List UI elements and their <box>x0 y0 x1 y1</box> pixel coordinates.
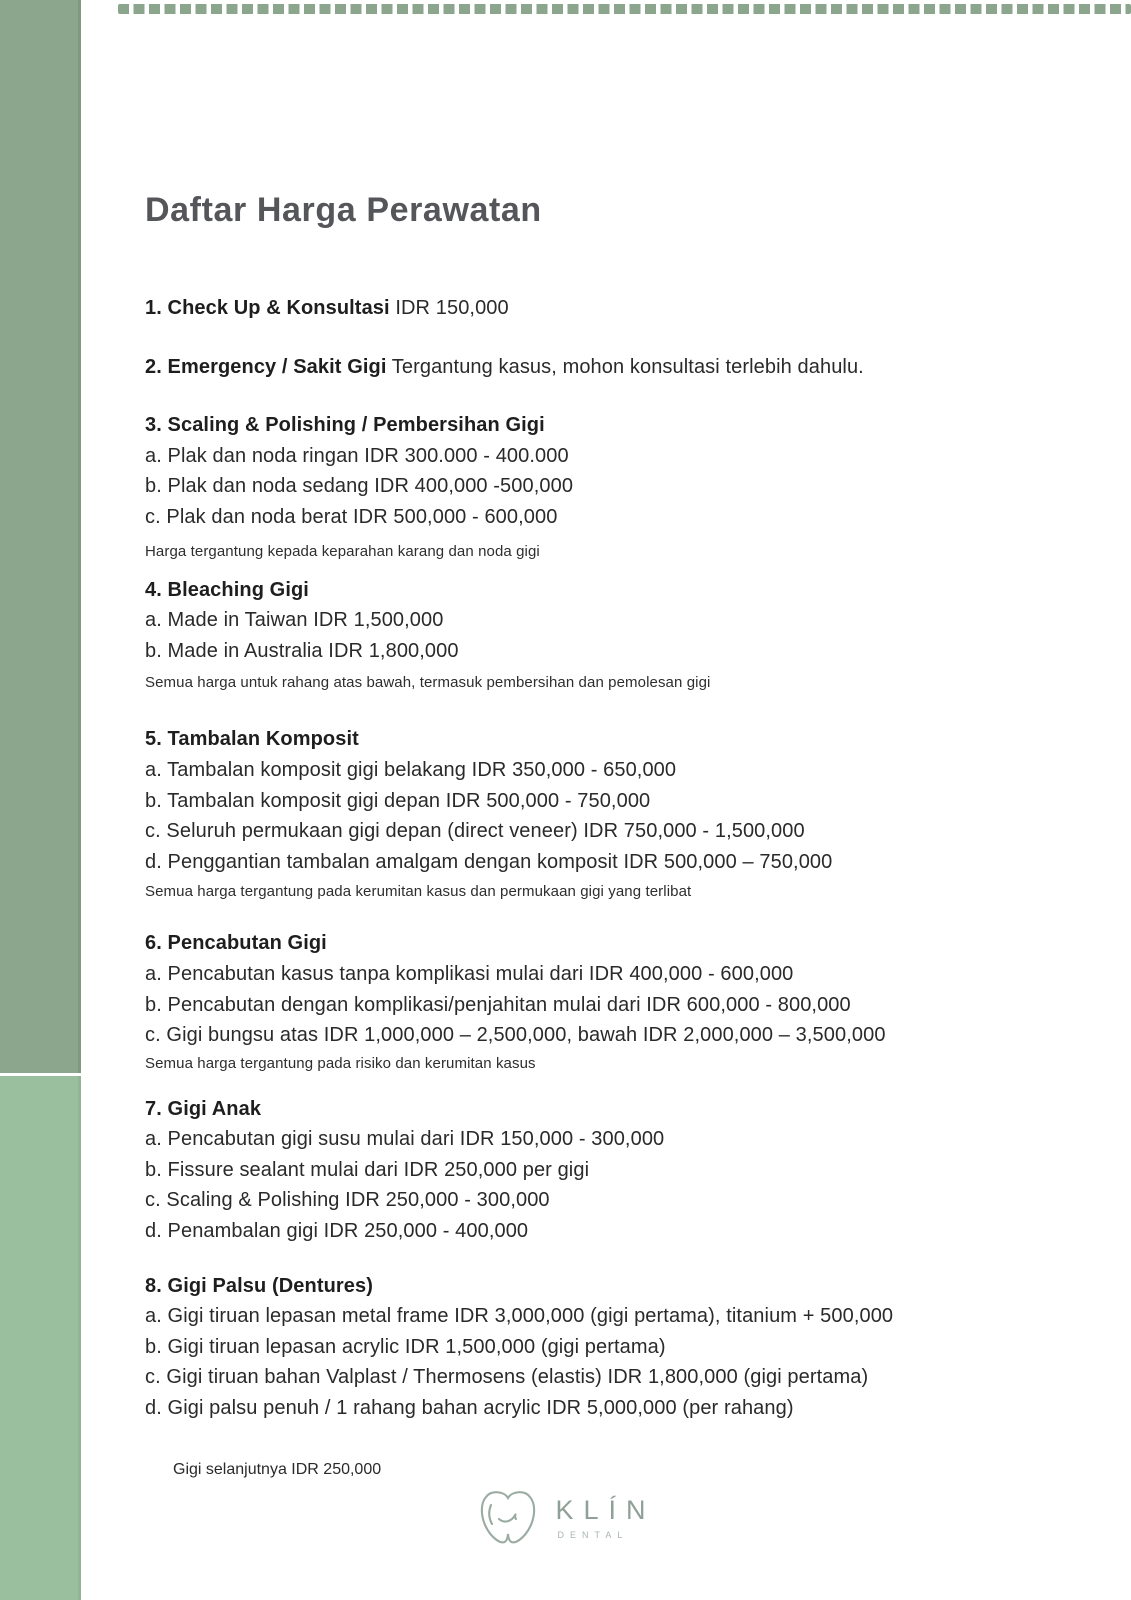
price-item: d. Penambalan gigi IDR 250,000 - 400,000 <box>145 1220 529 1243</box>
section-heading: 4. Bleaching Gigi <box>145 578 309 601</box>
sidebar-bottom-green-block <box>0 1076 81 1600</box>
price-item: b. Plak dan noda sedang IDR 400,000 -500,000 <box>145 475 574 498</box>
clinic-logo <box>475 1488 655 1548</box>
section-note: Semua harga untuk rahang atas bawah, termasuk pembersihan dan pemolesan gigi <box>145 674 711 692</box>
price-section <box>145 575 1025 694</box>
document-body <box>145 188 1025 1480</box>
section-footnote: Gigi selanjutnya IDR 250,000 <box>173 1460 382 1478</box>
section-note: Semua harga tergantung pada risiko dan kerumitan kasus <box>145 1054 536 1072</box>
section-heading: 1. Check Up & Konsultasi <box>145 297 390 319</box>
top-dashed-accent-bar <box>118 4 1131 14</box>
price-item: c. Gigi tiruan bahan Valplast / Thermosens (elastis) IDR 1,800,000 (gigi pertama) <box>145 1366 869 1389</box>
section-note: Harga tergantung kepada keparahan karang dan noda gigi <box>145 542 540 560</box>
price-section <box>145 1094 1025 1247</box>
section-note: Semua harga tergantung pada kerumitan kasus dan permukaan gigi yang terlibat <box>145 883 692 901</box>
price-section <box>145 293 1025 324</box>
price-item: a. Tambalan komposit gigi belakang IDR 350,000 - 650,000 <box>145 758 677 781</box>
sidebar-top-green-block <box>0 0 81 1073</box>
price-item: b. Pencabutan dengan komplikasi/penjahitan mulai dari IDR 600,000 - 800,000 <box>145 993 851 1016</box>
price-item: a. Pencabutan gigi susu mulai dari IDR 150,000 - 300,000 <box>145 1128 665 1151</box>
price-section <box>145 1271 1025 1480</box>
price-item: c. Seluruh permukaan gigi depan (direct veneer) IDR 750,000 - 1,500,000 <box>145 820 805 843</box>
left-accent-sidebar <box>0 0 78 1600</box>
price-item: a. Plak dan noda ringan IDR 300.000 - 400.000 <box>145 444 569 467</box>
section-heading-line: 1. Check Up & Konsultasi IDR 150,000 <box>145 297 509 319</box>
section-heading-line <box>145 928 1025 959</box>
section-heading: 5. Tambalan Komposit <box>145 728 359 751</box>
brand-name: KLÍN <box>555 1495 656 1525</box>
section-heading-line: 2. Emergency / Sakit Gigi Tergantung kasus, mohon konsultasi terlebih dahulu. <box>145 355 864 378</box>
price-item: b. Gigi tiruan lepasan acrylic IDR 1,500,000 (gigi pertama) <box>145 1335 666 1358</box>
price-item: a. Gigi tiruan lepasan metal frame IDR 3,000,000 (gigi pertama), titanium + 500,000 <box>145 1305 894 1328</box>
price-section <box>145 724 1025 902</box>
price-item: c. Scaling & Polishing IDR 250,000 - 300,000 <box>145 1189 550 1212</box>
brand-text <box>555 1496 655 1540</box>
price-section <box>145 352 1025 383</box>
section-heading: 8. Gigi Palsu (Dentures) <box>145 1274 374 1297</box>
price-item: a. Pencabutan kasus tanpa komplikasi mulai dari IDR 400,000 - 600,000 <box>145 962 794 985</box>
price-item: b. Made in Australia IDR 1,800,000 <box>145 639 459 662</box>
price-item: c. Plak dan noda berat IDR 500,000 - 600,000 <box>145 505 558 528</box>
section-heading: 2. Emergency / Sakit Gigi <box>145 355 387 378</box>
tooth-icon <box>475 1488 539 1548</box>
section-heading-line <box>145 724 1025 755</box>
section-heading-line <box>145 575 1025 606</box>
price-item: a. Made in Taiwan IDR 1,500,000 <box>145 609 444 632</box>
section-heading: 7. Gigi Anak <box>145 1097 262 1120</box>
price-item: d. Gigi palsu penuh / 1 rahang bahan acrylic IDR 5,000,000 (per rahang) <box>145 1397 794 1420</box>
price-section <box>145 928 1025 1073</box>
section-heading-line <box>145 1271 1025 1302</box>
section-heading-line <box>145 410 1025 441</box>
brand-subtitle: DENTAL <box>557 1530 629 1540</box>
price-sections <box>145 293 1025 1480</box>
section-heading: 6. Pencabutan Gigi <box>145 932 327 955</box>
price-section <box>145 410 1025 561</box>
section-heading-line <box>145 1094 1025 1125</box>
price-item: b. Tambalan komposit gigi depan IDR 500,000 - 750,000 <box>145 789 651 812</box>
page-title: Daftar Harga Perawatan <box>145 191 542 229</box>
price-item: c. Gigi bungsu atas IDR 1,000,000 – 2,500,000, bawah IDR 2,000,000 – 3,500,000 <box>145 1024 886 1047</box>
price-item: d. Penggantian tambalan amalgam dengan komposit IDR 500,000 – 750,000 <box>145 850 833 873</box>
section-heading: 3. Scaling & Polishing / Pembersihan Gigi <box>145 414 545 437</box>
price-item: b. Fissure sealant mulai dari IDR 250,000 per gigi <box>145 1158 590 1181</box>
